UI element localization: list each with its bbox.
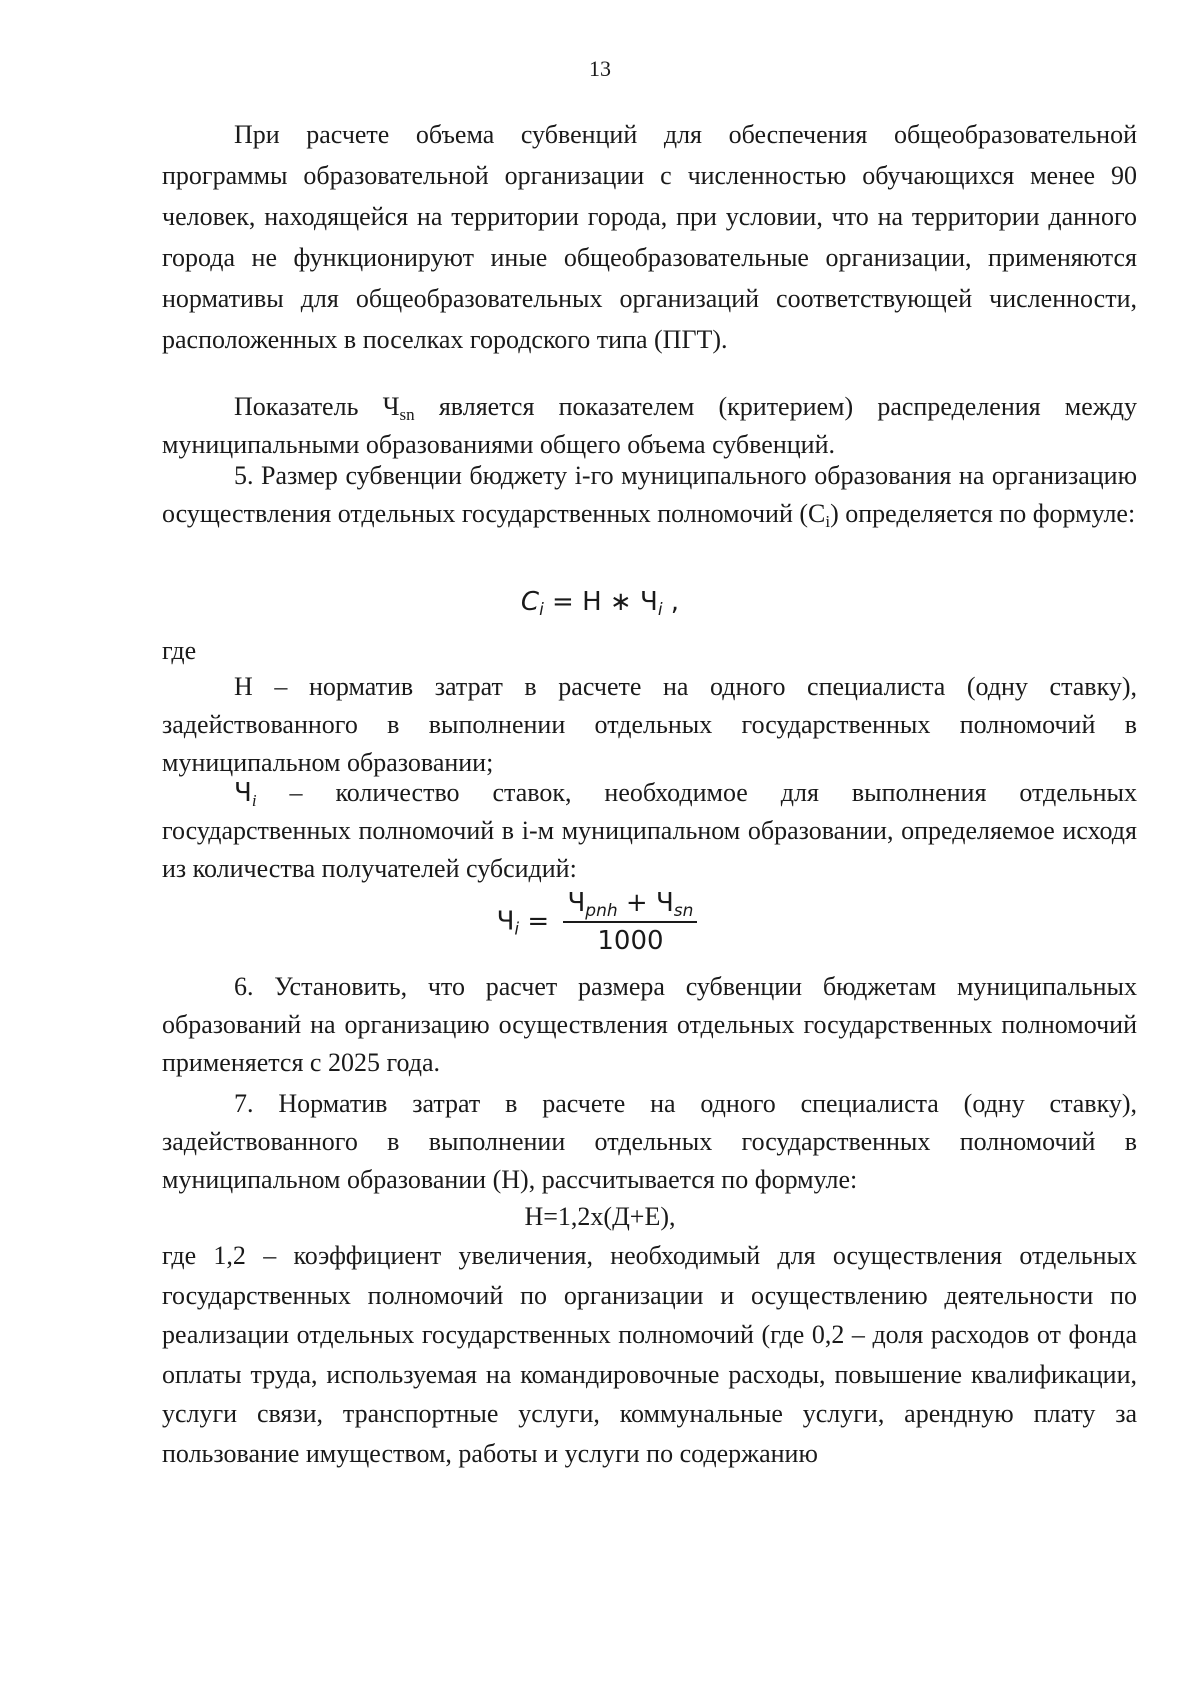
paragraph-text: 6. Установить, что расчет размера субвенции бюджетам муниципальных образований на организацию осуществления отдельных государственных полномочий применяется с 2025 года. (162, 972, 1137, 1077)
paragraph-text: $Ч_i$ – количество ставок, необходимое для выполнения отдельных государственных полномочий в i-м муниципальном образовании, определяемое исходя из количества получателей субсидий: (162, 778, 1137, 883)
paragraph-text: При расчете объема субвенций для обеспечения общеобразовательной программы образовательной организации с численностью обучающихся менее 90 человек, находящейся на территории города, при условии, что на территории данного города не функционируют иные общеобразовательные организации, применяются нормативы для общеобразовательных организаций соответствующей численности, расположенных в поселках городского типа (ПГТ). (162, 120, 1137, 354)
fraction-numerator: $Ч_{pnh} + Ч_{sn}$ (563, 888, 697, 923)
definition-ch-i (162, 774, 1137, 888)
paragraph-indicator (162, 388, 1137, 464)
paragraph-coefficient (162, 1236, 1137, 1473)
paragraph-item-6 (162, 968, 1137, 1082)
paragraph-item-7 (162, 1085, 1137, 1199)
paragraph-text: где 1,2 – коэффициент увеличения, необходимый для осуществления отдельных государственных полномочий по организации и осуществлению деятельности по реализации отдельных государственных полномочий (где 0,2 – доля расходов от фонда оплаты труда, используемая на командировочные расходы, повышение квалификации, услуги связи, транспортные услуги, коммунальные услуги, арендную плату за пользование имуществом, работы и услуги по содержанию (162, 1241, 1137, 1468)
formula-fraction (563, 888, 697, 956)
paragraph-item-5 (162, 457, 1137, 533)
formula-h: Н=1,2х(Д+Е), (524, 1202, 676, 1231)
paragraph-text: Н – норматив затрат в расчете на одного специалиста (одну ставку), задействованного в выполнении отдельных государственных полномочий в муниципальном образовании; (162, 672, 1137, 777)
paragraph-subvention-calculation (162, 114, 1137, 360)
fraction-denominator: 1000 (597, 926, 664, 956)
paragraph-text: 7. Норматив затрат в расчете на одного специалиста (одну ставку), задействованного в выполнении отдельных государственных полномочий в муниципальном образовании (Н), рассчитывается по формуле: (162, 1089, 1137, 1194)
page-number: 13 (589, 56, 611, 81)
formula-c-i: $C_i = Н$ ∗ $Ч_i$ , (520, 587, 680, 620)
paragraph-text: 5. Размер субвенции бюджету i-го муниципального образования на организацию осуществления отдельных государственных полномочий $(С_i)$ определяется по формуле: (162, 461, 1137, 531)
where-label: где (162, 636, 197, 665)
formula-ch-i: $Ч_i$ = $\frac{Ч_{pnh} + Ч_{sn}}{1000}$ (0, 888, 1200, 956)
paragraph-text: Показатель $Ч_{sn}$ является показателем (критерием) распределения между муниципальными образованиями общего объема субвенций. (162, 392, 1137, 459)
definition-h (162, 668, 1137, 782)
